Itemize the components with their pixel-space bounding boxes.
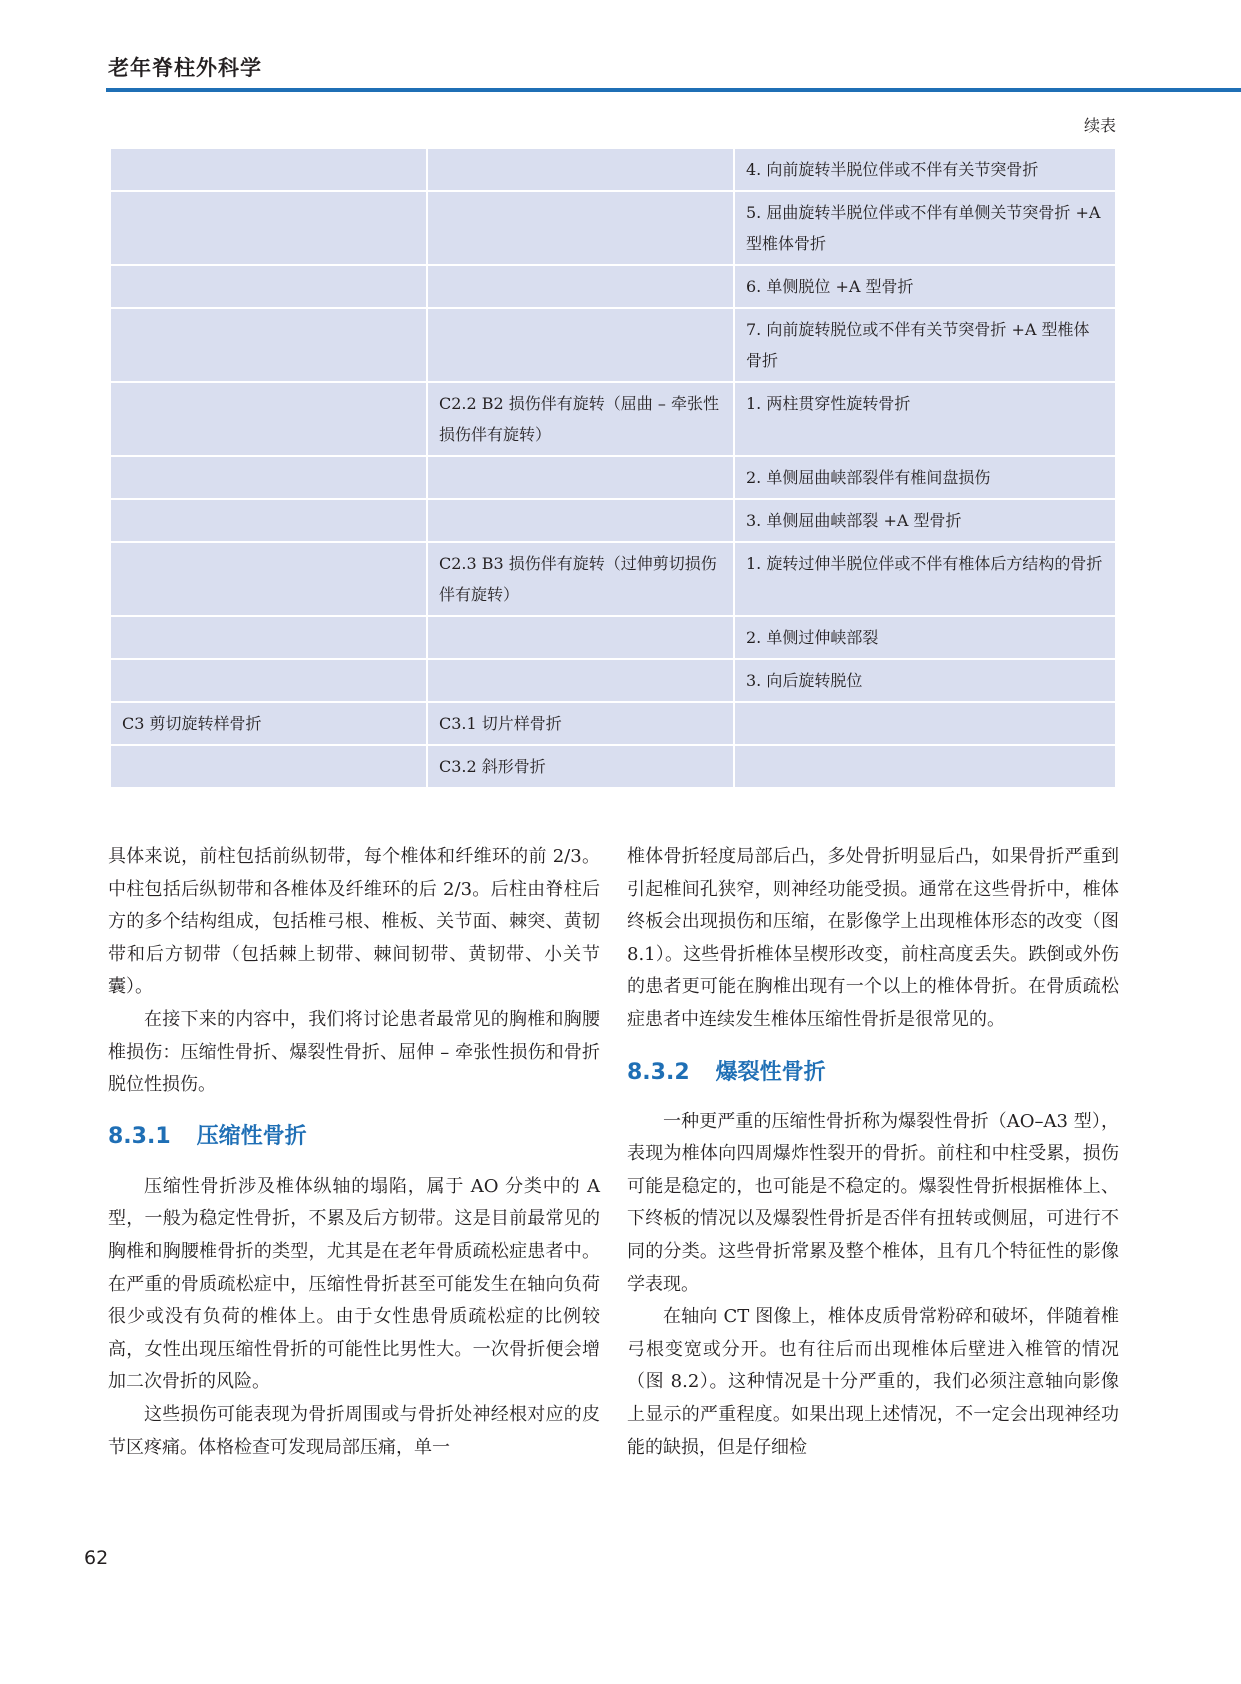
table-cell: [110, 382, 427, 456]
table-cell: [110, 191, 427, 265]
table-cell: 4. 向前旋转半脱位伴或不伴有关节突骨折: [734, 148, 1116, 191]
table-cell: C3 剪切旋转样骨折: [110, 702, 427, 745]
table-cell: [110, 265, 427, 308]
section-number: 8.3.1: [108, 1123, 171, 1149]
table-row: [110, 148, 1116, 191]
table-row: [110, 745, 1116, 788]
left-text-column: [108, 841, 600, 1464]
table-cell: [427, 191, 734, 265]
body-paragraph: 在轴向 CT 图像上，椎体皮质骨常粉碎和破坏，伴随着椎弓根变宽或分开。也有往后而出现椎体后壁进入椎管的情况（图 8.2）。这种情况是十分严重的，我们必须注意轴向影像上显示的严重程度。如果出现上述情况，不一定会出现神经功能的缺损，但是仔细检: [627, 1306, 1119, 1458]
table-cell: [110, 499, 427, 542]
table-continued-label: 续表: [1083, 116, 1116, 135]
body-paragraph: 这些损伤可能表现为骨折周围或与骨折处神经根对应的皮节区疼痛。体格检查可发现局部压痛，单一: [108, 1403, 600, 1458]
header-rule: [106, 88, 1241, 92]
table-cell: [427, 265, 734, 308]
table-cell: 5. 屈曲旋转半脱位伴或不伴有单侧关节突骨折 +A 型椎体骨折: [734, 191, 1116, 265]
table-row: [110, 456, 1116, 499]
table-row: [110, 308, 1116, 382]
table-cell: 3. 单侧屈曲峡部裂 +A 型骨折: [734, 499, 1116, 542]
table-cell: 2. 单侧过伸峡部裂: [734, 616, 1116, 659]
table-cell: [427, 659, 734, 702]
body-paragraph: 在接下来的内容中，我们将讨论患者最常见的胸椎和胸腰椎损伤：压缩性骨折、爆裂性骨折、屈伸 – 牵张性损伤和骨折脱位性损伤。: [108, 1008, 600, 1096]
table-cell: 7. 向前旋转脱位或不伴有关节突骨折 +A 型椎体骨折: [734, 308, 1116, 382]
table-cell: [427, 616, 734, 659]
table-row: [110, 659, 1116, 702]
classification-table: [109, 147, 1117, 789]
table-cell: [110, 542, 427, 616]
section-title: 爆裂性骨折: [715, 1059, 826, 1085]
table-cell: C2.3 B3 损伤伴有旋转（过伸剪切损伤伴有旋转）: [427, 542, 734, 616]
table-cell: [427, 456, 734, 499]
section-title: 压缩性骨折: [196, 1123, 307, 1149]
table-cell: [427, 499, 734, 542]
right-text-column: [627, 841, 1119, 1464]
table-cell: [110, 659, 427, 702]
body-paragraph: 压缩性骨折涉及椎体纵轴的塌陷，属于 AO 分类中的 A 型，一般为稳定性骨折，不累及后方韧带。这是目前最常见的胸椎和胸腰椎骨折的类型，尤其是在老年骨质疏松症患者中。在严重的骨质疏松症中，压缩性骨折甚至可能发生在轴向负荷很少或没有负荷的椎体上。由于女性患骨质疏松症的比例较高，女性出现压缩性骨折的可能性比男性大。一次骨折便会增加二次骨折的风险。: [108, 1175, 600, 1393]
table-cell: [110, 308, 427, 382]
table-cell: [110, 745, 427, 788]
table-cell: 6. 单侧脱位 +A 型骨折: [734, 265, 1116, 308]
table-cell: C2.2 B2 损伤伴有旋转（屈曲 – 牵张性损伤伴有旋转）: [427, 382, 734, 456]
body-paragraph: 一种更严重的压缩性骨折称为爆裂性骨折（AO–A3 型），表现为椎体向四周爆炸性裂开的骨折。前柱和中柱受累，损伤可能是稳定的，也可能是不稳定的。爆裂性骨折根据椎体上、下终板的情况以及爆裂性骨折是否伴有扭转或侧屈，可进行不同的分类。这些骨折常累及整个椎体，且有几个特征性的影像学表现。: [627, 1110, 1119, 1295]
table-cell: 1. 旋转过伸半脱位伴或不伴有椎体后方结构的骨折: [734, 542, 1116, 616]
table-row: [110, 191, 1116, 265]
table-cell: [427, 308, 734, 382]
table-cell: C3.2 斜形骨折: [427, 745, 734, 788]
table-cell: 1. 两柱贯穿性旋转骨折: [734, 382, 1116, 456]
table-row: [110, 499, 1116, 542]
table-cell: [110, 148, 427, 191]
table-cell: [110, 456, 427, 499]
table-row: [110, 542, 1116, 616]
table-row: [110, 616, 1116, 659]
table-cell: [734, 702, 1116, 745]
table-cell: 3. 向后旋转脱位: [734, 659, 1116, 702]
body-paragraph: 椎体骨折轻度局部后凸，多处骨折明显后凸，如果骨折严重到引起椎间孔狭窄，则神经功能受损。通常在这些骨折中，椎体终板会出现损伤和压缩，在影像学上出现椎体形态的改变（图 8.1）。这些骨折椎体呈楔形改变，前柱高度丢失。跌倒或外伤的患者更可能在胸椎出现有一个以上的椎体骨折。在骨质疏松症患者中连续发生椎体压缩性骨折是很常见的。: [627, 846, 1119, 1030]
table-cell: [427, 148, 734, 191]
table-cell: [734, 745, 1116, 788]
section-heading-8-3-2: [627, 1059, 1119, 1087]
running-header-title: 老年脊柱外科学: [108, 56, 262, 80]
table-row: [110, 702, 1116, 745]
table-cell: 2. 单侧屈曲峡部裂伴有椎间盘损伤: [734, 456, 1116, 499]
body-paragraph: 具体来说，前柱包括前纵韧带，每个椎体和纤维环的前 2/3。中柱包括后纵韧带和各椎体及纤维环的后 2/3。后柱由脊柱后方的多个结构组成，包括椎弓根、椎板、关节面、棘突、黄韧带和后方韧带（包括棘上韧带、棘间韧带、黄韧带、小关节囊）。: [108, 846, 600, 998]
section-number: 8.3.2: [627, 1059, 690, 1085]
section-heading-8-3-1: [108, 1123, 600, 1151]
table-cell: [110, 616, 427, 659]
page-number: 62: [84, 1547, 109, 1569]
table-cell: C3.1 切片样骨折: [427, 702, 734, 745]
table-row: [110, 382, 1116, 456]
table-row: [110, 265, 1116, 308]
